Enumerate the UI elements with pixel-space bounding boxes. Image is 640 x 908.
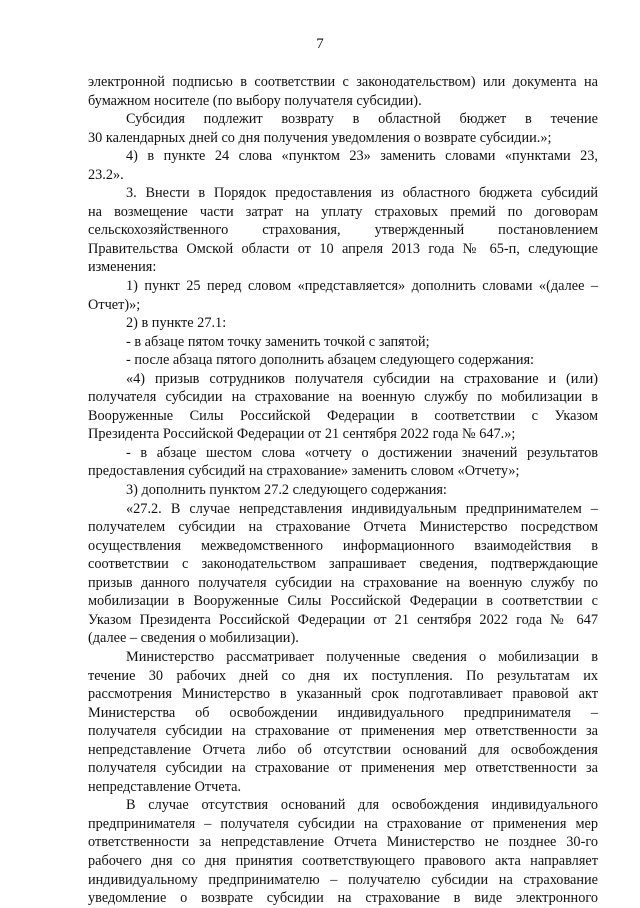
text-line: получателя субсидии на страхование от применения мер ответственности за — [88, 760, 598, 777]
text-line: непредставление Отчета либо об отсутствии оснований для освобождения — [88, 741, 598, 758]
page-number: 7 — [316, 36, 324, 52]
text-line: Правительства Омской области от 10 апреля 2013 года № 65-п, следующие — [88, 240, 598, 257]
text-line: 3. Внести в Порядок предоставления из областного бюджета субсидий — [126, 185, 598, 202]
text-line: «27.2. В случае непредставления индивидуальным предпринимателем – — [126, 500, 598, 517]
text-line: Вооруженные Силы Российской Федерации в соответствии с Указом — [88, 407, 598, 424]
text-line: призыв данного получателя субсидии на страхование на военную службу по — [88, 574, 598, 591]
text-line: 2) в пункте 27.1: — [126, 315, 227, 332]
text-line: рассмотрения Министерство в указанный срок подготавливает правовой акт — [88, 686, 598, 703]
text-line: получателя субсидии на страхование на военную службу по мобилизации в — [88, 389, 598, 406]
text-line: электронной подписью в соответствии с законодательством) или документа на — [88, 74, 598, 90]
text-line: осуществления межведомственного информационного взаимодействия в — [88, 537, 598, 554]
text-line: (далее – сведения о мобилизации). — [88, 630, 299, 647]
text-line: Отчет)»; — [88, 296, 141, 313]
text-line: В случае отсутствия оснований для освобождения индивидуального — [126, 797, 598, 814]
text-line: предпринимателя – получателя субсидии на страхование от применения мер — [88, 815, 598, 832]
text-line: 30 календарных дней со дня получения уведомления о возврате субсидии.»; — [88, 129, 552, 146]
document-body — [88, 73, 598, 908]
text-line: Министерства об освобождении индивидуального предпринимателя – — [88, 704, 598, 721]
text-line: 23.2». — [88, 166, 124, 183]
text-line: индивидуальному предпринимателю – получателю субсидии на страхование — [88, 871, 598, 888]
text-line: «4) призыв сотрудников получателя субсидии на страхование и (или) — [126, 370, 598, 387]
text-line: мобилизации в Вооруженные Силы Российской Федерации в соответствии с — [88, 593, 598, 610]
text-line: Министерство рассматривает полученные сведения о мобилизации в — [126, 648, 598, 665]
text-line: бумажном носителе (по выбору получателя субсидии). — [88, 92, 422, 109]
text-line: ответственности за непредставление Отчета Министерство не позднее 30-го — [88, 834, 598, 851]
text-line: предоставления субсидий на страхование» заменить словом «Отчету»; — [88, 463, 520, 480]
text-line: 4) в пункте 24 слова «пунктом 23» заменить словами «пунктами 23, — [126, 148, 598, 165]
text-line: изменения: — [88, 259, 157, 276]
text-line: течение 30 рабочих дней со дня их поступления. По результатам их — [88, 667, 598, 684]
text-line: соответствии с законодательством запрашивает сведения, подтверждающие — [88, 556, 598, 573]
text-line: непредставление Отчета. — [88, 778, 242, 795]
text-line: Субсидия подлежит возврату в областной бюджет в течение — [126, 111, 598, 128]
text-line: Президента Российской Федерации от 21 сентября 2022 года № 647.»; — [88, 426, 516, 443]
text-line: - в абзаце пятом точку заменить точкой с запятой; — [126, 333, 430, 350]
text-line: получателя субсидии на страхование от применения мер ответственности за — [88, 723, 598, 740]
text-line: на возмещение части затрат на уплату страховых премий по договорам — [88, 203, 598, 220]
text-line: рабочего дня со дня принятия соответствующего правового акта направляет — [88, 852, 598, 869]
text-line: сельскохозяйственного страхования, утвержденный постановлением — [88, 222, 598, 239]
text-line: - в абзаце шестом слова «отчету о достижении значений результатов — [126, 444, 598, 461]
text-line: получателем субсидии на страхование Отчета Министерство посредством — [88, 519, 598, 536]
text-line: 1) пункт 25 перед словом «представляется» дополнить словами «(далее – — [126, 278, 598, 295]
text-line: 3) дополнить пунктом 27.2 следующего содержания: — [126, 482, 447, 499]
text-line: уведомление о возврате субсидии на страхование в виде электронного — [88, 890, 598, 907]
text-line: - после абзаца пятого дополнить абзацем следующего содержания: — [126, 352, 535, 369]
text-line: Указом Президента Российской Федерации от 21 сентября 2022 года № 647 — [88, 611, 598, 628]
